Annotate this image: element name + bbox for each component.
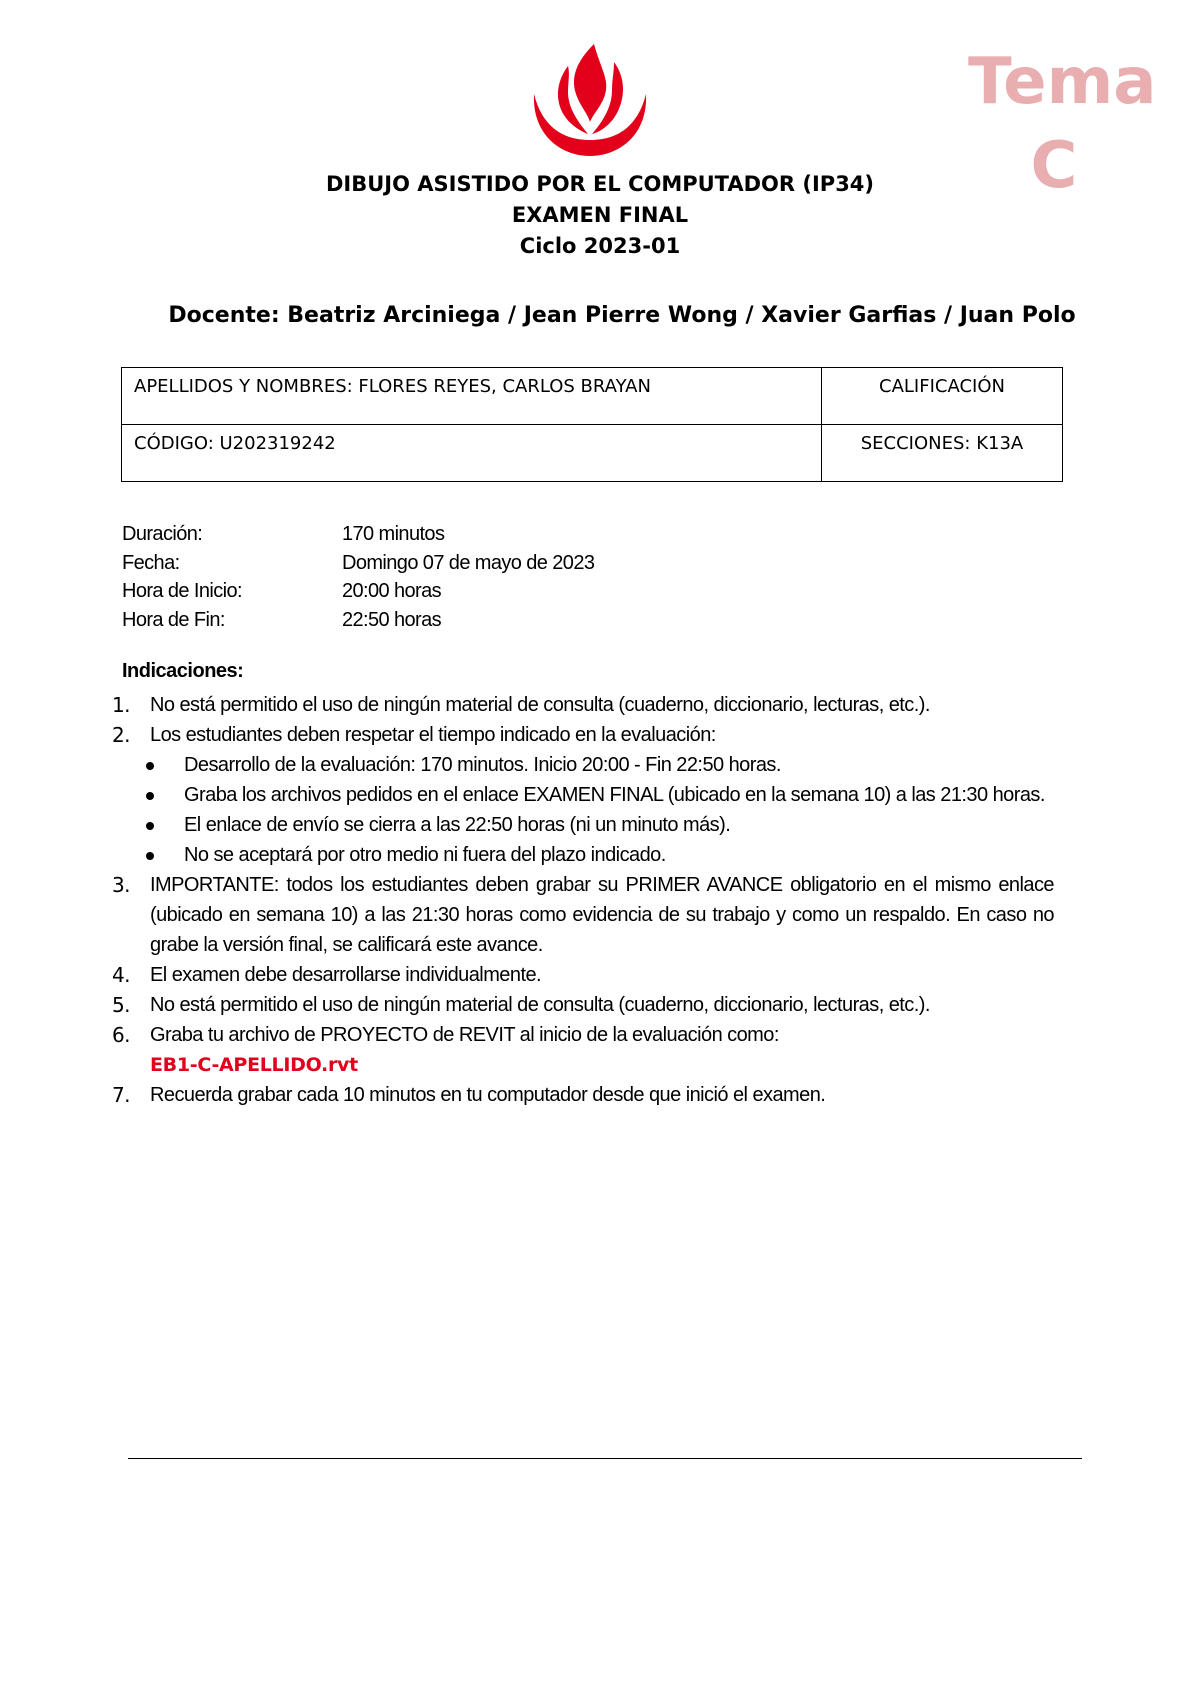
bullet-text: Graba los archivos pedidos en el enlace EXAMEN FINAL (ubicado en la semana 10) a las 21:30 horas. [184, 784, 1045, 806]
item-number: 3. [112, 873, 130, 897]
detail-value: 22:50 horas [342, 608, 442, 631]
item-text: Los estudiantes deben respetar el tiempo indicado en la evaluación: [150, 724, 716, 746]
course-title: DIBUJO ASISTIDO POR EL COMPUTADOR (IP34) [325, 172, 875, 196]
student-name-cell: APELLIDOS Y NOMBRES: FLORES REYES, CARLOS BRAYAN [122, 368, 822, 425]
filename-text: EB1-C-APELLIDO.rvt [150, 1054, 358, 1076]
bullet-item [112, 750, 1054, 780]
list-item [112, 1080, 1054, 1110]
table-row [122, 425, 1063, 482]
indications-list [112, 690, 1054, 1110]
list-item [112, 720, 1054, 750]
item-number: 6. [112, 1023, 130, 1047]
list-item [112, 990, 1054, 1020]
watermark-line-1: Tema [968, 45, 1157, 119]
table-row [122, 368, 1063, 425]
exam-details [122, 520, 594, 634]
detail-label: Fecha: [122, 551, 180, 574]
list-item [112, 690, 1054, 720]
watermark-line-2: C [1030, 129, 1078, 203]
student-info-table [121, 367, 1063, 482]
grade-cell: CALIFICACIÓN [822, 368, 1063, 425]
list-item [112, 1020, 1054, 1080]
bullet-text: Desarrollo de la evaluación: 170 minutos. Inicio 20:00 - Fin 22:50 horas. [184, 754, 781, 776]
detail-label: Hora de Fin: [122, 608, 225, 631]
exam-title: EXAMEN FINAL [511, 203, 689, 227]
detail-label: Duración: [122, 523, 203, 545]
bullet-item [112, 840, 1054, 870]
item-number: 7. [112, 1083, 130, 1107]
item-number: 5. [112, 993, 130, 1017]
detail-value: Domingo 07 de mayo de 2023 [342, 551, 595, 574]
detail-label: Hora de Inicio: [122, 580, 242, 602]
item-number: 2. [112, 723, 130, 747]
detail-row-date [122, 549, 594, 578]
docente-line: Docente: Beatriz Arciniega / Jean Pierre Wong / Xavier Garfias / Juan Polo [168, 303, 1076, 328]
detail-value: 20:00 horas [342, 580, 442, 602]
bullet-item [112, 810, 1054, 840]
item-text: No está permitido el uso de ningún material de consulta (cuaderno, diccionario, lecturas, etc.). [150, 994, 930, 1016]
list-item [112, 960, 1054, 990]
item-number: 1. [112, 693, 130, 717]
indications-title: Indicaciones: [122, 660, 244, 682]
bullet-text: No se aceptará por otro medio ni fuera del plazo indicado. [184, 844, 666, 866]
bullet-item [112, 780, 1054, 810]
item-text: No está permitido el uso de ningún material de consulta (cuaderno, diccionario, lecturas, etc.). [150, 694, 930, 716]
item-text: IMPORTANTE: todos los estudiantes deben grabar su PRIMER AVANCE obligatorio en el mismo enlace (ubicado en semana 10) a las 21:30 horas como evidencia de su trabajo y como un respaldo. En caso no grabe la versión final, se calificará este avance. [150, 874, 1054, 956]
detail-row-start [122, 577, 594, 606]
item-number: 4. [112, 963, 130, 987]
bullet-icon [146, 852, 154, 860]
cycle-title: Ciclo 2023-01 [519, 234, 681, 258]
sections-cell: SECCIONES: K13A [822, 425, 1063, 482]
detail-value: 170 minutos [342, 523, 445, 545]
detail-row-end [122, 606, 594, 635]
item-text: Recuerda grabar cada 10 minutos en tu computador desde que inició el examen. [150, 1084, 826, 1106]
list-item [112, 870, 1054, 960]
student-code-cell: CÓDIGO: U202319242 [122, 425, 822, 482]
bullet-icon [146, 792, 154, 800]
detail-row-duration [122, 520, 594, 549]
university-logo [528, 42, 652, 158]
item-text: Graba tu archivo de PROYECTO de REVIT al inicio de la evaluación como: [150, 1024, 779, 1046]
item-text: El examen debe desarrollarse individualmente. [150, 964, 542, 986]
bullet-text: El enlace de envío se cierra a las 22:50 horas (ni un minuto más). [184, 814, 731, 836]
footer-divider [128, 1458, 1082, 1459]
bullet-icon [146, 822, 154, 830]
bullet-icon [146, 762, 154, 770]
